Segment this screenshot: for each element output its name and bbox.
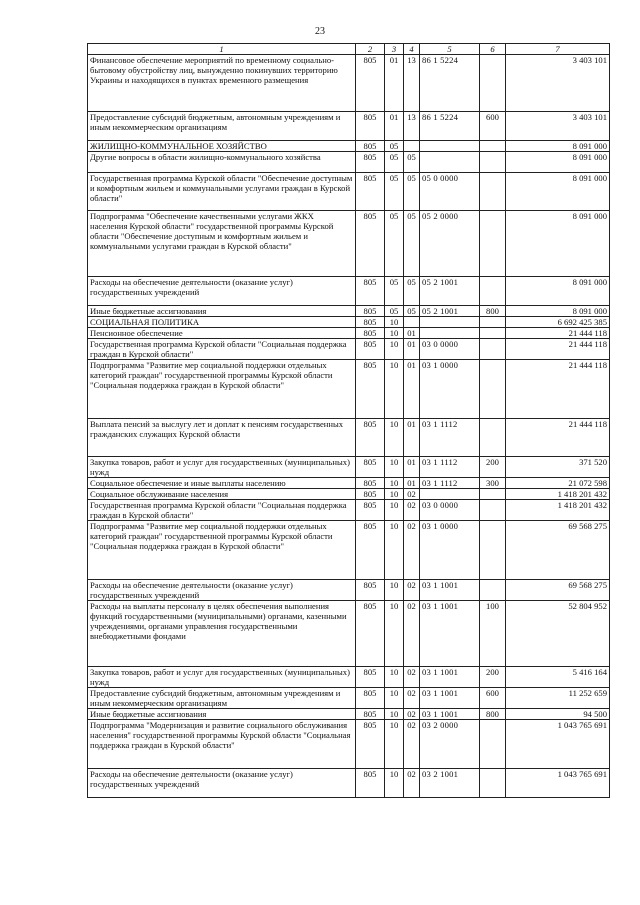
row-target-article bbox=[420, 317, 480, 328]
table-row bbox=[88, 489, 610, 500]
row-subsection bbox=[404, 317, 420, 328]
row-grbs: 805 bbox=[356, 521, 385, 580]
col-header-subsection: 4 bbox=[404, 44, 420, 55]
row-grbs: 805 bbox=[356, 688, 385, 709]
table-row bbox=[88, 720, 610, 769]
row-grbs: 805 bbox=[356, 339, 385, 360]
col-header-name: 1 bbox=[88, 44, 356, 55]
row-subsection bbox=[404, 141, 420, 152]
row-expense-type bbox=[480, 419, 506, 457]
row-name: Социальное обеспечение и иные выплаты населению bbox=[88, 478, 356, 489]
row-name: Расходы на обеспечение деятельности (оказание услуг) государственных учреждений bbox=[88, 277, 356, 306]
row-name: Закупка товаров, работ и услуг для государственных (муниципальных) нужд bbox=[88, 457, 356, 478]
row-amount: 94 500 bbox=[506, 709, 610, 720]
row-section: 10 bbox=[385, 489, 404, 500]
table-row bbox=[88, 277, 610, 306]
row-grbs: 805 bbox=[356, 317, 385, 328]
row-grbs: 805 bbox=[356, 141, 385, 152]
row-amount: 69 568 275 bbox=[506, 521, 610, 580]
row-section: 05 bbox=[385, 211, 404, 277]
row-amount: 52 804 952 bbox=[506, 601, 610, 667]
row-name: Подпрограмма "Развитие мер социальной поддержки отдельных категорий граждан" государственной программы Курской области "Социальная поддержка граждан в Курской области" bbox=[88, 521, 356, 580]
row-subsection: 05 bbox=[404, 173, 420, 211]
row-section: 05 bbox=[385, 173, 404, 211]
row-name: Социальное обслуживание населения bbox=[88, 489, 356, 500]
row-expense-type: 800 bbox=[480, 709, 506, 720]
row-target-article: 03 0 0000 bbox=[420, 500, 480, 521]
row-amount: 8 091 000 bbox=[506, 173, 610, 211]
table-row bbox=[88, 306, 610, 317]
table-row bbox=[88, 667, 610, 688]
table-row bbox=[88, 173, 610, 211]
row-amount: 8 091 000 bbox=[506, 306, 610, 317]
col-header-section: 3 bbox=[385, 44, 404, 55]
row-target-article: 03 1 1001 bbox=[420, 688, 480, 709]
row-section: 05 bbox=[385, 152, 404, 173]
table-row bbox=[88, 141, 610, 152]
row-grbs: 805 bbox=[356, 55, 385, 112]
row-expense-type bbox=[480, 580, 506, 601]
row-subsection: 01 bbox=[404, 360, 420, 419]
row-expense-type bbox=[480, 521, 506, 580]
row-section: 10 bbox=[385, 521, 404, 580]
row-target-article: 03 2 1001 bbox=[420, 769, 480, 798]
row-grbs: 805 bbox=[356, 306, 385, 317]
row-amount: 69 568 275 bbox=[506, 580, 610, 601]
row-expense-type bbox=[480, 152, 506, 173]
row-grbs: 805 bbox=[356, 173, 385, 211]
row-amount: 21 444 118 bbox=[506, 339, 610, 360]
table-row bbox=[88, 688, 610, 709]
row-amount: 5 416 164 bbox=[506, 667, 610, 688]
row-grbs: 805 bbox=[356, 457, 385, 478]
row-target-article: 03 1 1001 bbox=[420, 601, 480, 667]
row-expense-type: 300 bbox=[480, 478, 506, 489]
row-section: 01 bbox=[385, 55, 404, 112]
row-grbs: 805 bbox=[356, 601, 385, 667]
row-target-article: 03 1 1001 bbox=[420, 709, 480, 720]
row-amount: 21 444 118 bbox=[506, 419, 610, 457]
row-subsection: 02 bbox=[404, 500, 420, 521]
row-section: 10 bbox=[385, 720, 404, 769]
row-section: 10 bbox=[385, 360, 404, 419]
row-expense-type: 100 bbox=[480, 601, 506, 667]
row-expense-type bbox=[480, 277, 506, 306]
row-name: Государственная программа Курской области "Социальная поддержка граждан в Курской области" bbox=[88, 339, 356, 360]
row-section: 10 bbox=[385, 688, 404, 709]
row-name: Предоставление субсидий бюджетным, автономным учреждениям и иным некоммерческим организациям bbox=[88, 688, 356, 709]
row-target-article: 03 1 1112 bbox=[420, 419, 480, 457]
row-section: 10 bbox=[385, 478, 404, 489]
row-target-article: 05 2 1001 bbox=[420, 306, 480, 317]
row-expense-type bbox=[480, 339, 506, 360]
row-section: 05 bbox=[385, 306, 404, 317]
row-expense-type bbox=[480, 360, 506, 419]
row-target-article bbox=[420, 141, 480, 152]
row-name: Подпрограмма "Развитие мер социальной поддержки отдельных категорий граждан" государственной программы Курской области "Социальная поддержка граждан в Курской области" bbox=[88, 360, 356, 419]
row-grbs: 805 bbox=[356, 211, 385, 277]
table-row bbox=[88, 152, 610, 173]
row-section: 10 bbox=[385, 709, 404, 720]
table-row bbox=[88, 457, 610, 478]
row-name: Иные бюджетные ассигнования bbox=[88, 709, 356, 720]
row-section: 10 bbox=[385, 580, 404, 601]
row-subsection: 01 bbox=[404, 419, 420, 457]
table-row bbox=[88, 601, 610, 667]
row-target-article: 03 1 1112 bbox=[420, 478, 480, 489]
row-expense-type bbox=[480, 500, 506, 521]
row-expense-type: 800 bbox=[480, 306, 506, 317]
col-header-expense-type: 6 bbox=[480, 44, 506, 55]
row-subsection: 02 bbox=[404, 688, 420, 709]
row-target-article: 86 1 5224 bbox=[420, 55, 480, 112]
row-subsection: 05 bbox=[404, 306, 420, 317]
row-subsection: 05 bbox=[404, 277, 420, 306]
row-target-article: 05 2 0000 bbox=[420, 211, 480, 277]
row-grbs: 805 bbox=[356, 500, 385, 521]
table-row bbox=[88, 339, 610, 360]
row-grbs: 805 bbox=[356, 419, 385, 457]
row-section: 10 bbox=[385, 667, 404, 688]
table-row bbox=[88, 317, 610, 328]
row-grbs: 805 bbox=[356, 277, 385, 306]
row-expense-type bbox=[480, 769, 506, 798]
row-name: Подпрограмма "Обеспечение качественными услугами ЖКХ населения Курской области" государственной программы Курской области "Обеспечение доступным и комфортным жильем и коммунальными услугами граждан в Курской области" bbox=[88, 211, 356, 277]
row-subsection: 02 bbox=[404, 720, 420, 769]
budget-table bbox=[87, 43, 610, 798]
row-name: Государственная программа Курской области "Социальная поддержка граждан в Курской области" bbox=[88, 500, 356, 521]
row-name: ЖИЛИЩНО-КОММУНАЛЬНОЕ ХОЗЯЙСТВО bbox=[88, 141, 356, 152]
row-grbs: 805 bbox=[356, 489, 385, 500]
col-header-amount: 7 bbox=[506, 44, 610, 55]
row-subsection: 02 bbox=[404, 521, 420, 580]
row-grbs: 805 bbox=[356, 152, 385, 173]
row-amount: 8 091 000 bbox=[506, 211, 610, 277]
table-row bbox=[88, 521, 610, 580]
row-target-article: 05 2 1001 bbox=[420, 277, 480, 306]
table-row bbox=[88, 500, 610, 521]
row-section: 01 bbox=[385, 112, 404, 141]
row-amount: 1 043 765 691 bbox=[506, 769, 610, 798]
table-row bbox=[88, 360, 610, 419]
row-name: Пенсионное обеспечение bbox=[88, 328, 356, 339]
table-row bbox=[88, 328, 610, 339]
row-grbs: 805 bbox=[356, 580, 385, 601]
row-amount: 21 072 598 bbox=[506, 478, 610, 489]
row-subsection: 01 bbox=[404, 457, 420, 478]
row-name: Другие вопросы в области жилищно-коммунального хозяйства bbox=[88, 152, 356, 173]
row-section: 10 bbox=[385, 328, 404, 339]
row-section: 10 bbox=[385, 339, 404, 360]
row-section: 05 bbox=[385, 277, 404, 306]
row-subsection: 01 bbox=[404, 328, 420, 339]
row-section: 10 bbox=[385, 419, 404, 457]
row-name: Предоставление субсидий бюджетным, автономным учреждениям и иным некоммерческим организациям bbox=[88, 112, 356, 141]
row-expense-type: 600 bbox=[480, 688, 506, 709]
row-expense-type bbox=[480, 489, 506, 500]
row-expense-type: 200 bbox=[480, 667, 506, 688]
row-expense-type bbox=[480, 328, 506, 339]
row-subsection: 01 bbox=[404, 478, 420, 489]
row-amount: 3 403 101 bbox=[506, 55, 610, 112]
row-target-article: 03 1 1001 bbox=[420, 667, 480, 688]
row-grbs: 805 bbox=[356, 478, 385, 489]
row-amount: 8 091 000 bbox=[506, 141, 610, 152]
row-grbs: 805 bbox=[356, 720, 385, 769]
row-amount: 1 043 765 691 bbox=[506, 720, 610, 769]
page-number: 23 bbox=[315, 26, 325, 37]
row-expense-type bbox=[480, 211, 506, 277]
row-section: 10 bbox=[385, 601, 404, 667]
row-subsection: 02 bbox=[404, 667, 420, 688]
row-target-article bbox=[420, 152, 480, 173]
row-name: Расходы на обеспечение деятельности (оказание услуг) государственных учреждений bbox=[88, 769, 356, 798]
table-row bbox=[88, 211, 610, 277]
row-grbs: 805 bbox=[356, 360, 385, 419]
row-subsection: 13 bbox=[404, 112, 420, 141]
row-subsection: 01 bbox=[404, 339, 420, 360]
col-header-target-article: 5 bbox=[420, 44, 480, 55]
row-section: 05 bbox=[385, 141, 404, 152]
row-grbs: 805 bbox=[356, 667, 385, 688]
table-row bbox=[88, 580, 610, 601]
row-expense-type bbox=[480, 720, 506, 769]
row-name: Расходы на обеспечение деятельности (оказание услуг) государственных учреждений bbox=[88, 580, 356, 601]
row-target-article: 03 1 0000 bbox=[420, 360, 480, 419]
row-target-article: 03 1 1001 bbox=[420, 580, 480, 601]
row-expense-type bbox=[480, 317, 506, 328]
row-grbs: 805 bbox=[356, 112, 385, 141]
row-grbs: 805 bbox=[356, 709, 385, 720]
row-name: СОЦИАЛЬНАЯ ПОЛИТИКА bbox=[88, 317, 356, 328]
row-target-article bbox=[420, 328, 480, 339]
row-subsection: 05 bbox=[404, 152, 420, 173]
row-name: Подпрограмма "Модернизация и развитие социального обслуживания населения" государственной программы Курской области "Социальная поддержка граждан в Курской области" bbox=[88, 720, 356, 769]
row-subsection: 02 bbox=[404, 709, 420, 720]
row-expense-type: 200 bbox=[480, 457, 506, 478]
row-subsection: 13 bbox=[404, 55, 420, 112]
row-amount: 3 403 101 bbox=[506, 112, 610, 141]
row-name: Расходы на выплаты персоналу в целях обеспечения выполнения функций государственными (муниципальными) органами, казенными учреждениями, органами управления государственными внебюджетными фондами bbox=[88, 601, 356, 667]
table-row bbox=[88, 112, 610, 141]
row-target-article: 03 1 1112 bbox=[420, 457, 480, 478]
table-row bbox=[88, 55, 610, 112]
row-target-article: 03 2 0000 bbox=[420, 720, 480, 769]
row-expense-type: 600 bbox=[480, 112, 506, 141]
row-name: Иные бюджетные ассигнования bbox=[88, 306, 356, 317]
row-target-article: 86 1 5224 bbox=[420, 112, 480, 141]
col-header-grbs: 2 bbox=[356, 44, 385, 55]
row-name: Государственная программа Курской области "Обеспечение доступным и комфортным жильем и коммунальными услугами граждан в Курской области" bbox=[88, 173, 356, 211]
row-grbs: 805 bbox=[356, 769, 385, 798]
row-section: 10 bbox=[385, 457, 404, 478]
row-target-article: 05 0 0000 bbox=[420, 173, 480, 211]
table-row bbox=[88, 419, 610, 457]
row-section: 10 bbox=[385, 500, 404, 521]
row-amount: 11 252 659 bbox=[506, 688, 610, 709]
row-amount: 6 692 425 385 bbox=[506, 317, 610, 328]
row-amount: 8 091 000 bbox=[506, 152, 610, 173]
row-target-article bbox=[420, 489, 480, 500]
row-section: 10 bbox=[385, 317, 404, 328]
row-expense-type bbox=[480, 55, 506, 112]
row-subsection: 02 bbox=[404, 769, 420, 798]
row-name: Финансовое обеспечение мероприятий по временному социально-бытовому обустройству лиц, вынужденно покинувших территорию Украины и находящихся в пунктах временного размещения bbox=[88, 55, 356, 112]
column-number-row bbox=[88, 44, 610, 55]
row-amount: 8 091 000 bbox=[506, 277, 610, 306]
row-amount: 1 418 201 432 bbox=[506, 500, 610, 521]
row-amount: 371 520 bbox=[506, 457, 610, 478]
table-row bbox=[88, 478, 610, 489]
row-subsection: 02 bbox=[404, 601, 420, 667]
row-amount: 21 444 118 bbox=[506, 328, 610, 339]
row-expense-type bbox=[480, 141, 506, 152]
row-grbs: 805 bbox=[356, 328, 385, 339]
row-target-article: 03 0 0000 bbox=[420, 339, 480, 360]
row-subsection: 02 bbox=[404, 489, 420, 500]
table-row bbox=[88, 709, 610, 720]
row-name: Выплата пенсий за выслугу лет и доплат к пенсиям государственных гражданских служащих Курской области bbox=[88, 419, 356, 457]
row-amount: 1 418 201 432 bbox=[506, 489, 610, 500]
row-amount: 21 444 118 bbox=[506, 360, 610, 419]
row-section: 10 bbox=[385, 769, 404, 798]
row-subsection: 02 bbox=[404, 580, 420, 601]
row-target-article: 03 1 0000 bbox=[420, 521, 480, 580]
table-row bbox=[88, 769, 610, 798]
row-name: Закупка товаров, работ и услуг для государственных (муниципальных) нужд bbox=[88, 667, 356, 688]
row-expense-type bbox=[480, 173, 506, 211]
row-subsection: 05 bbox=[404, 211, 420, 277]
